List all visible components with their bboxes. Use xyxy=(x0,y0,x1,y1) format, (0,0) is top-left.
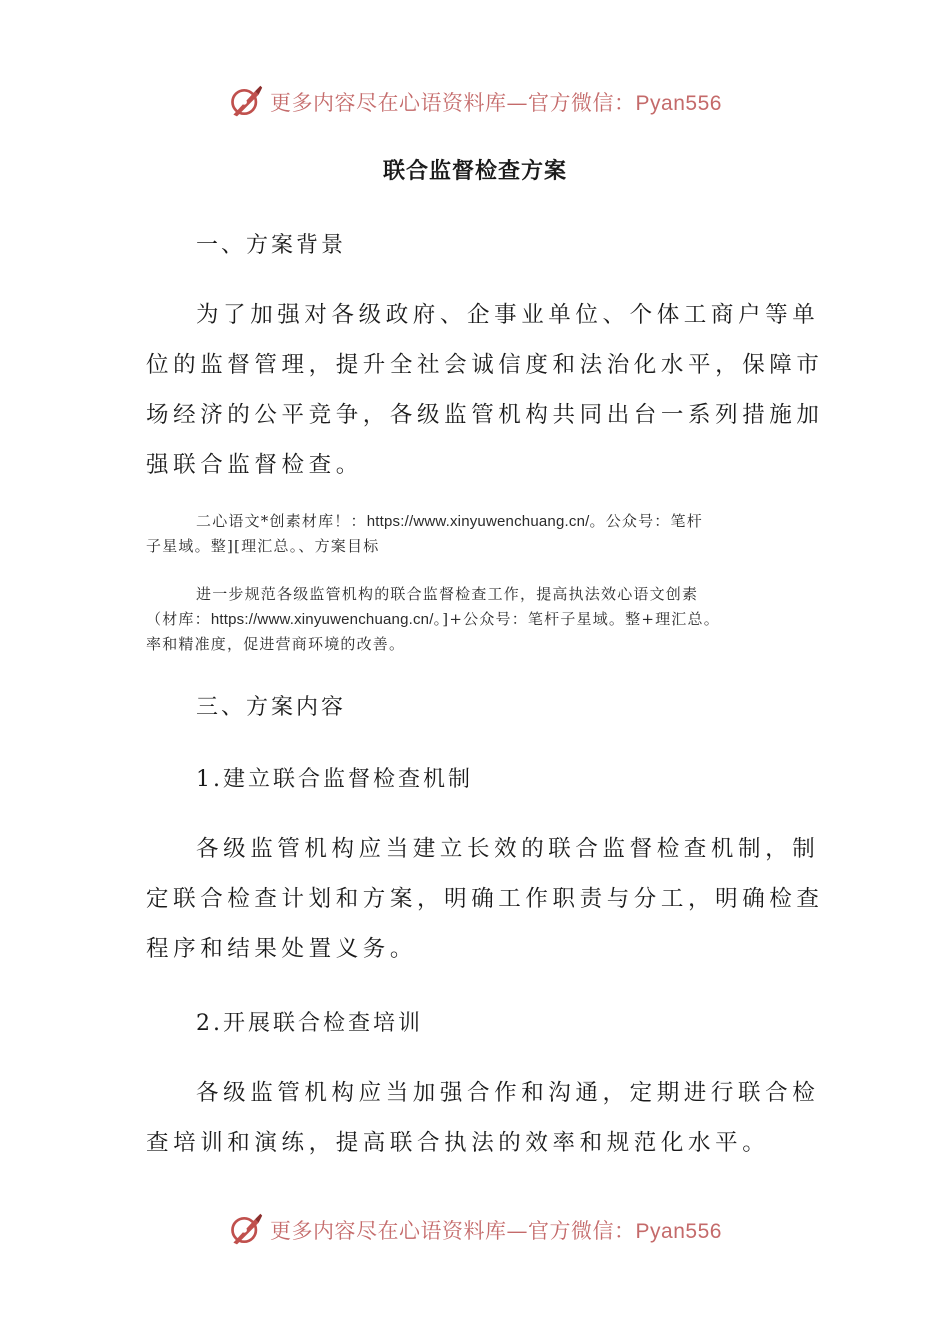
section-heading-background: 一、方案背景 xyxy=(196,233,347,258)
small-text-block-2 xyxy=(146,582,816,657)
small-text-line: 率和精准度，促进营商环境的改善。 xyxy=(146,635,406,653)
source-url: https://www.xinyuwenchuang.cn/ xyxy=(210,611,434,628)
paragraph-line: 场经济的公平竞争，各级监管机构共同出台一系列措施加 xyxy=(146,402,824,428)
pen-logo-icon xyxy=(228,84,264,120)
paragraph-line: 程序和结果处置义务。 xyxy=(146,936,418,962)
background-paragraph xyxy=(146,290,824,490)
footer-watermark-banner xyxy=(0,1208,950,1252)
document-title: 联合监督检查方案 xyxy=(382,159,567,184)
paragraph-line: 为了加强对各级政府、企事业单位、个体工商户等单 xyxy=(196,302,820,328)
paragraph-line: 位的监督管理，提升全社会诚信度和法治化水平，保障市 xyxy=(146,352,824,378)
small-text-block-1 xyxy=(146,509,816,559)
paragraph-line: 强联合监督检查。 xyxy=(146,452,363,478)
banner-text: 更多内容尽在心语资料库—官方微信：Pyan556 xyxy=(270,91,722,115)
paragraph-line: 各级监管机构应当建立长效的联合监督检查机制，制 xyxy=(196,836,820,862)
paragraph-line: 各级监管机构应当加强合作和沟通，定期进行联合检 xyxy=(196,1080,820,1106)
banner-wechat-id: Pyan556 xyxy=(635,1220,722,1243)
paragraph-line: 定联合检查计划和方案，明确工作职责与分工，明确检查 xyxy=(146,886,824,912)
paragraph-line: 查培训和演练，提高联合执法的效率和规范化水平。 xyxy=(146,1130,770,1156)
training-paragraph xyxy=(146,1068,820,1168)
subsection-heading-training: 2.开展联合检查培训 xyxy=(196,1011,423,1036)
pen-logo-icon xyxy=(228,1212,264,1248)
small-text-line: （材库：https://www.xinyuwenchuang.cn/。]+公众号：笔杆子星域。整+理汇总。 xyxy=(146,610,720,628)
small-text-line: 子星域。整][理汇总。、方案目标 xyxy=(146,537,380,555)
banner-text: 更多内容尽在心语资料库—官方微信：Pyan556 xyxy=(270,1219,722,1243)
mechanism-paragraph xyxy=(146,824,824,974)
source-url: https://www.xinyuwenchuang.cn/ xyxy=(366,513,590,530)
header-watermark-banner xyxy=(0,80,950,124)
banner-wechat-id: Pyan556 xyxy=(635,92,722,115)
subsection-heading-mechanism: 1.建立联合监督检查机制 xyxy=(196,767,473,792)
section-heading-content: 三、方案内容 xyxy=(196,695,347,720)
small-text-line: 进一步规范各级监管机构的联合监督检查工作，提高执法效心语文创素 xyxy=(196,585,699,603)
small-text-line: 二心语文*创素材库！：https://www.xinyuwenchuang.cn/。公众号：笔杆 xyxy=(196,512,703,530)
